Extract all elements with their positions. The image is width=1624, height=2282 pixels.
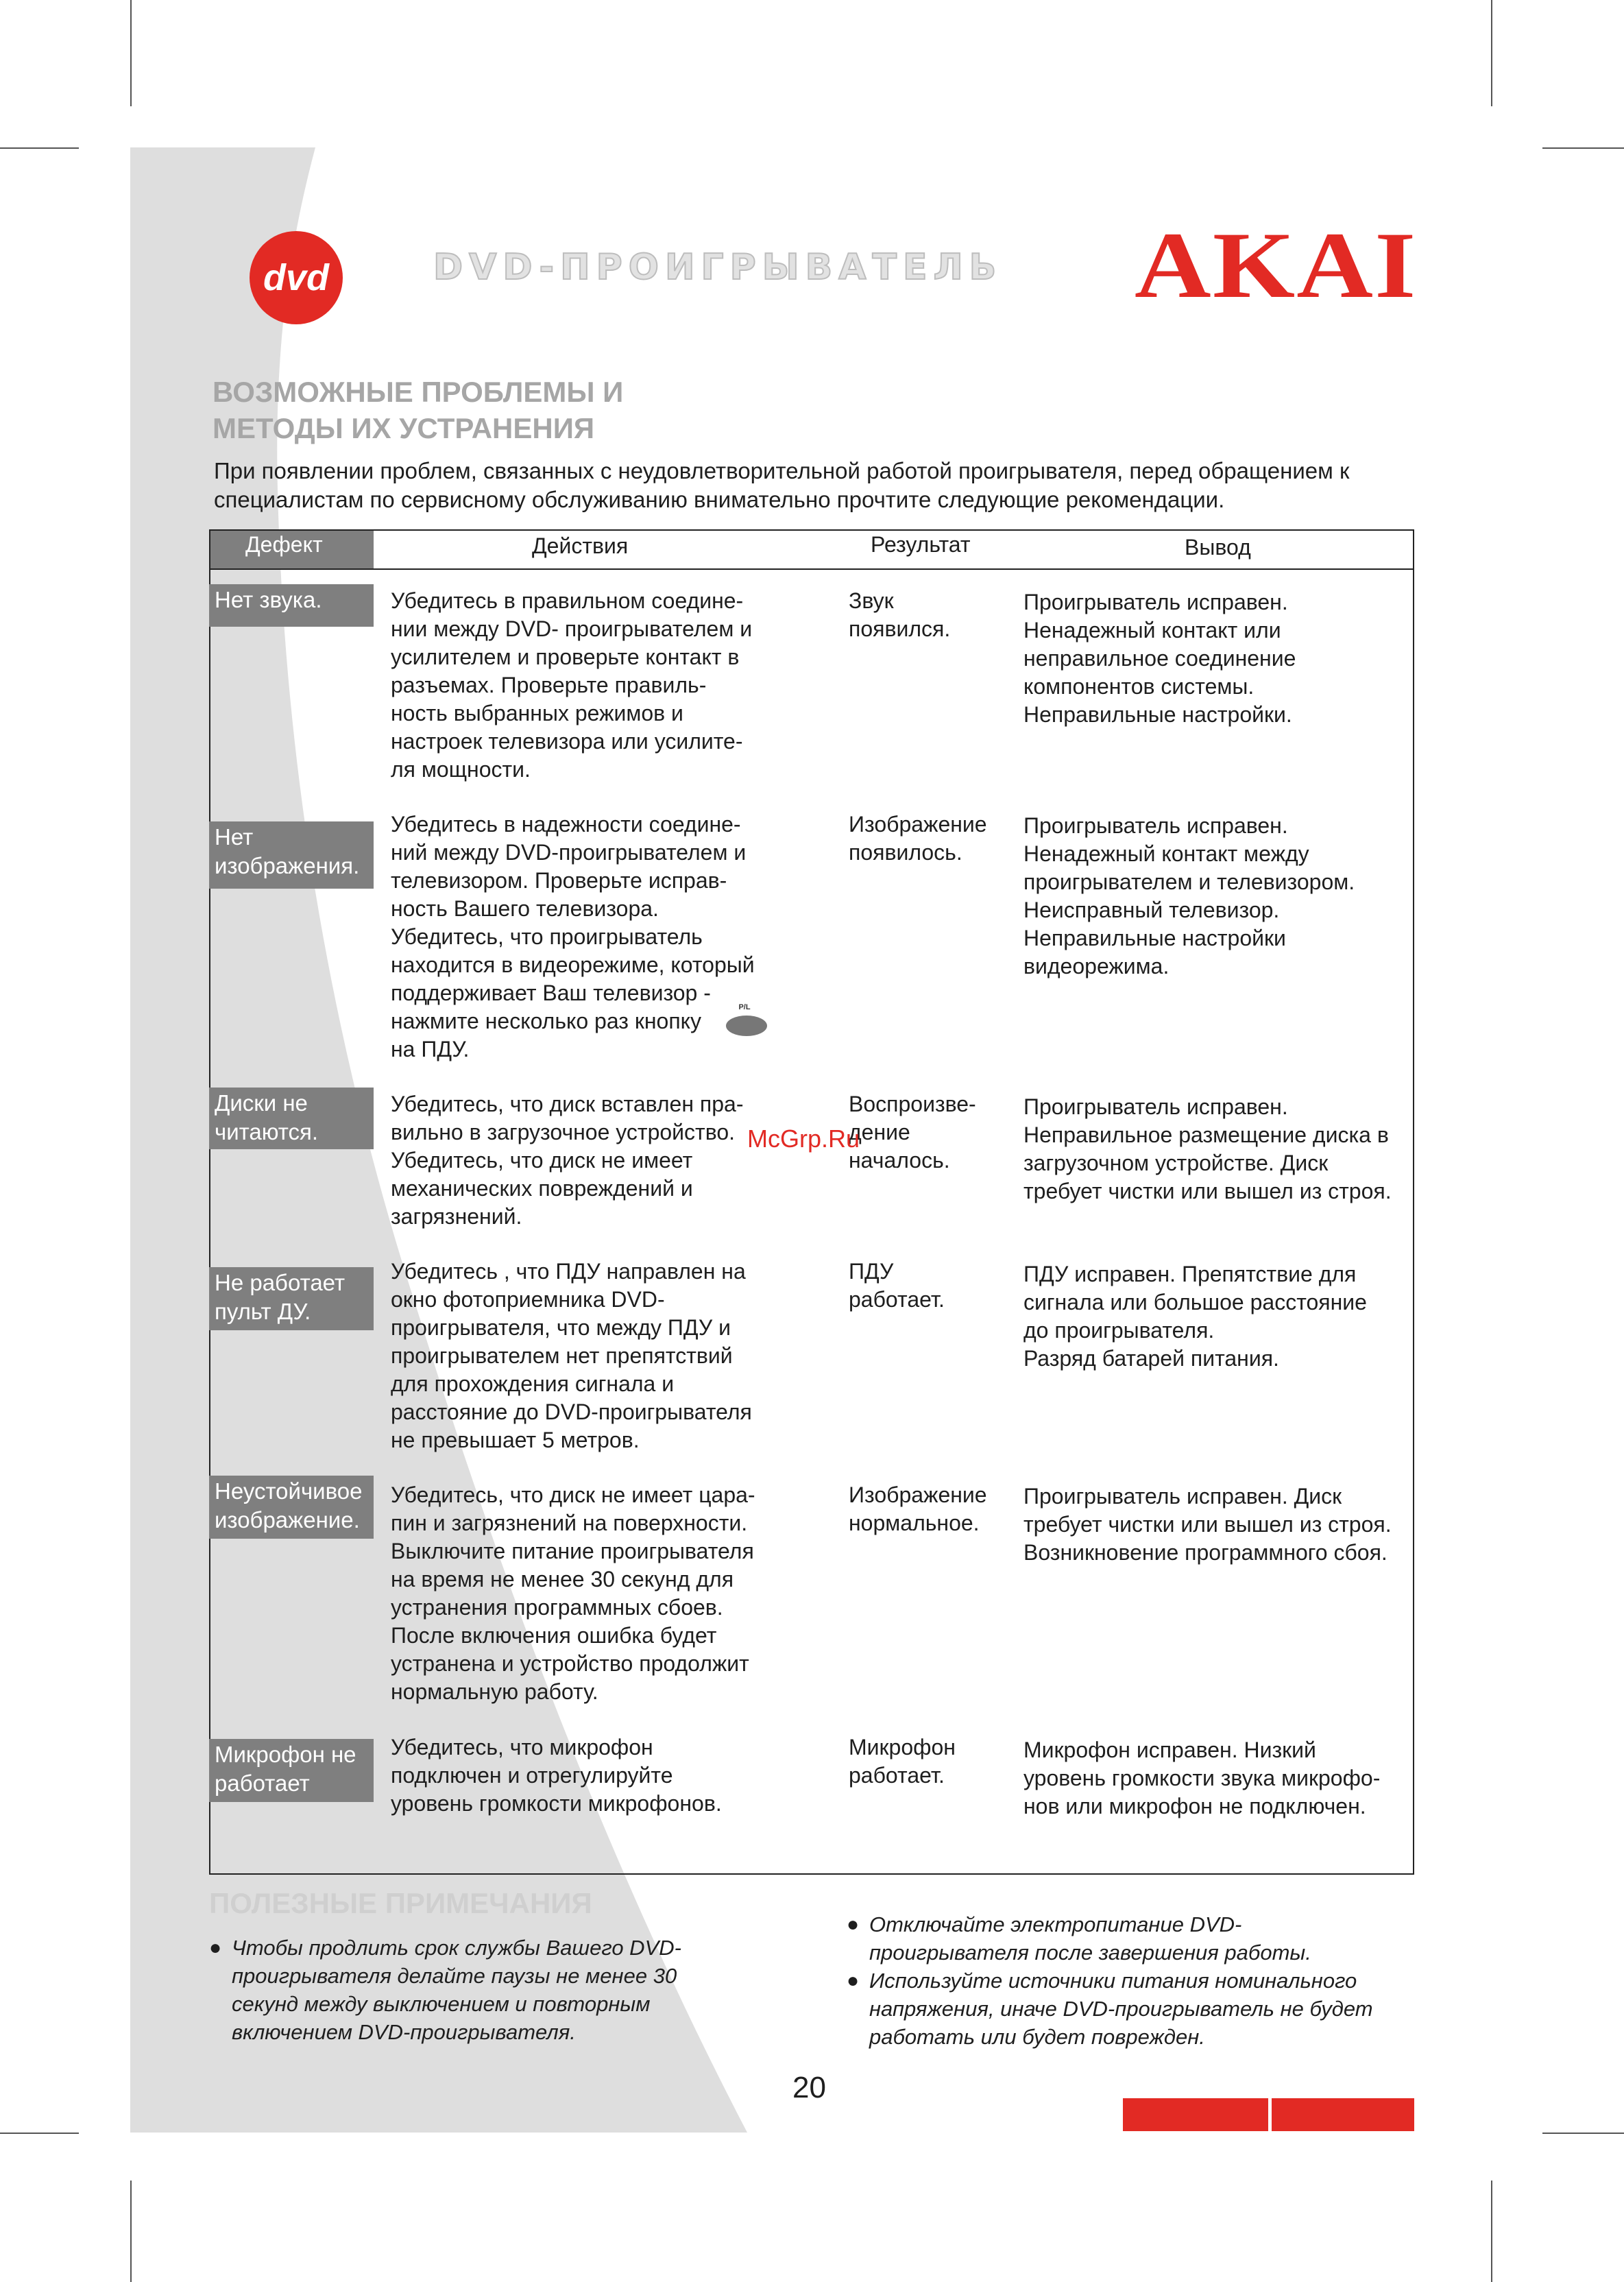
defect-tag: Диски не читаются. — [209, 1088, 374, 1149]
result-text: Микрофон работает. — [849, 1735, 956, 1788]
defect-tag: Неустойчивое изображение. — [209, 1476, 374, 1539]
footer-bar-left — [1123, 2098, 1268, 2131]
defect-tag: Нет изображения. — [209, 821, 374, 889]
crop-mark — [1491, 2181, 1492, 2282]
dvd-logo — [248, 230, 344, 326]
table-header-divider — [209, 568, 1414, 570]
conclusion-text: Проигрыватель исправен. Неправильное размещение диска в загрузочном устройстве. Диск требует чистки или вышел из строя. — [1023, 1094, 1392, 1203]
pl-button-icon — [724, 1000, 769, 1040]
note-item: Отключайте электропитание DVD- проигрывателя после завершения работы. — [869, 1912, 1311, 1965]
note-item: Используйте источники питания номинального напряжения, иначе DVD-проигрыватель не будет работать или будет поврежден. — [869, 1969, 1373, 2049]
result-text: Изображение нормальное. — [849, 1482, 987, 1535]
header-actions: Действия — [532, 533, 629, 558]
bullet-icon: ● — [847, 1913, 860, 1936]
conclusion-text: Проигрыватель исправен. Ненадежный контакт между проигрывателем и телевизором. Неисправный телевизор. Неправильные настройки видеорежима. — [1023, 813, 1355, 978]
result-text: Воспроизве- дение началось. — [849, 1092, 976, 1173]
action-text: Убедитесь, что диск вставлен пра- вильно в загрузочное устройство. Убедитесь, что диск не имеет механических повреждений и загрязнений. — [391, 1092, 744, 1229]
header-conclusion: Вывод — [1185, 535, 1251, 560]
conclusion-text: Проигрыватель исправен. Ненадежный контакт или неправильное соединение компонентов системы. Неправильные настройки. — [1023, 590, 1296, 727]
crop-mark — [130, 0, 132, 106]
crop-mark — [1542, 147, 1624, 149]
footer-bar-right — [1272, 2098, 1414, 2131]
result-text: Звук появился. — [849, 588, 951, 641]
action-text: Убедитесь в правильном соедине- нии между DVD- проигрывателем и усилителем и проверьте контакт в разъемах. Проверьте правиль- ность выбранных режимов и настроек телевизора или усилите- ля мощности. — [391, 588, 753, 782]
note-item: Чтобы продлить срок службы Вашего DVD- проигрывателя делайте паузы не менее 30 секунд между выключением и повторным включением DVD-проигрывателя. — [232, 1936, 681, 2044]
pl-button-label: P/L — [738, 1003, 751, 1011]
watermark: McGrp.Ru — [747, 1125, 860, 1153]
defect-tag: Микрофон не работает — [209, 1739, 374, 1802]
brand-logo: AKAI — [1135, 213, 1418, 317]
crop-mark — [0, 2133, 79, 2134]
result-text: ПДУ работает. — [849, 1259, 945, 1312]
action-text: Убедитесь, что микрофон подключен и отрегулируйте уровень громкости микрофонов. — [391, 1735, 722, 1816]
crop-mark — [130, 2181, 132, 2282]
header-title: DVD-ПРОИГРЫВАТЕЛЬ — [433, 247, 1003, 288]
section-title-line1: ВОЗМОЖНЫЕ ПРОБЛЕМЫ И — [213, 376, 624, 408]
conclusion-text: Проигрыватель исправен. Диск требует чистки или вышел из строя. Возникновение программного сбоя. — [1023, 1484, 1392, 1565]
notes-title: ПОЛЕЗНЫЕ ПРИМЕЧАНИЯ — [209, 1887, 592, 1919]
page-number: 20 — [792, 2071, 826, 2104]
bullet-icon: ● — [209, 1936, 222, 1959]
crop-mark — [1491, 0, 1492, 106]
header-result: Результат — [871, 532, 971, 557]
conclusion-text: ПДУ исправен. Препятствие для сигнала или большое расстояние до проигрывателя. Разряд батарей питания. — [1023, 1262, 1367, 1371]
action-text: Убедитесь , что ПДУ направлен на окно фотоприемника DVD- проигрывателя, что между ПДУ и проигрывателем нет препятствий для прохождения сигнала и расстояние до DVD-проигрывателя не превышает 5 метров. — [391, 1259, 752, 1452]
defect-tag: Нет звука. — [209, 584, 374, 627]
intro-line1: При появлении проблем, связанных с неудовлетворительной работой проигрывателя, перед обращением к — [214, 458, 1350, 483]
result-text: Изображение появилось. — [849, 812, 987, 865]
section-title-line2: МЕТОДЫ ИХ УСТРАНЕНИЯ — [213, 412, 595, 444]
header-defect: Дефект — [245, 532, 323, 557]
crop-mark — [1542, 2133, 1624, 2134]
action-text: Убедитесь, что диск не имеет цара- пин и загрязнений на поверхности. Выключите питание проигрывателя на время не менее 30 секунд для устранения программных сбоев. После включения ошибка будет устранена и устройство продолжит нормальную работу. — [391, 1482, 755, 1704]
crop-mark — [0, 147, 79, 149]
conclusion-text: Микрофон исправен. Низкий уровень громкости звука микрофо- нов или микрофон не подключен. — [1023, 1738, 1381, 1818]
defect-tag: Не работает пульт ДУ. — [209, 1267, 374, 1330]
logo-text: dvd — [263, 257, 330, 298]
action-text: Убедитесь в надежности соедине- ний между DVD-проигрывателем и телевизором. Проверьте исправ- ность Вашего телевизора. Убедитесь, что проигрыватель находится в видеорежиме, который поддерживает Ваш телевизор - нажмите несколько раз кнопку на ПДУ. — [391, 812, 755, 1061]
intro-line2: специалистам по сервисному обслуживанию внимательно прочтите следующие рекомендации. — [214, 487, 1225, 512]
bullet-icon: ● — [847, 1969, 860, 1992]
